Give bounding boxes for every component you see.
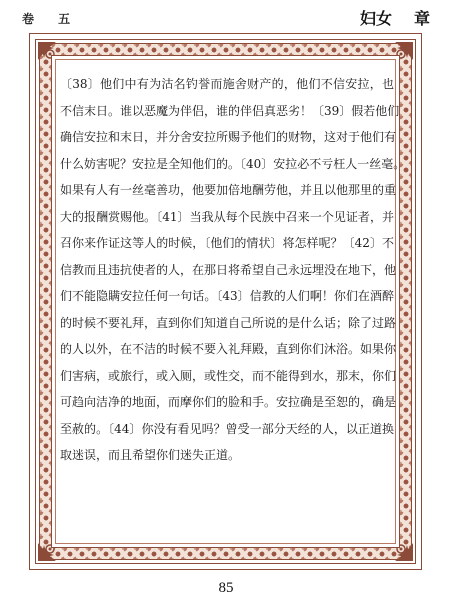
text-line: 们不能隐瞒安拉任何一句话。〔43〕信教的人们啊！你们在酒醉 — [60, 289, 394, 303]
text-line: 们害病，或旅行，或入厕，或性交，而不能得到水，那末，你们 — [60, 368, 397, 383]
text-line: 大的报酬赏赐他。〔41〕当我从每个民族中召来一个见证者，并 — [60, 209, 394, 224]
text-line: 至赦的。〔44〕你没有看见吗？曾受一部分天经的人，以正道换 — [60, 421, 394, 436]
text-line: 信教而且违抗使者的人，在那日将希望自己永远埋没在地下，他 — [60, 262, 397, 277]
chapter-title-suffix: 章 — [413, 9, 430, 28]
text-line: 的人以外，在不洁的时候不要入礼拜殿，直到你们沐浴。如果你 — [60, 342, 397, 356]
scripture-body — [60, 71, 406, 469]
text-line: 取迷误，而且希望你们迷失正道。 — [60, 448, 241, 462]
chapter-title — [360, 6, 430, 29]
text-line: 可趋向洁净的地面，而摩你们的脸和手。安拉确是至恕的，确是 — [60, 395, 397, 409]
running-header — [0, 4, 452, 32]
text-line: 确信安拉和末日，并分舍安拉所赐予他们的财物，这对于他们有 — [60, 130, 397, 144]
text-line: 〔38〕他们中有为沽名钓誉而施舍财产的，他们不信安拉，也 — [60, 77, 394, 91]
text-line: 不信末日。谁以恶魔为伴侣，谁的伴侣真恶劣！〔39〕假若他们 — [60, 103, 400, 118]
text-line: 召你来作证这等人的时候，〔他们的情状〕将怎样呢？〔42〕不 — [60, 236, 394, 250]
volume-label: 卷 五 — [22, 12, 81, 26]
text-line: 如果有人有一丝毫善功，他要加倍地酬劳他，并且以他那里的重 — [60, 183, 397, 197]
chapter-title-word: 妇女 — [359, 9, 392, 28]
text-line: 什么妨害呢？安拉是全知他们的。〔40〕安拉必不亏枉人一丝毫。 — [60, 156, 406, 171]
page-number: 85 — [218, 580, 234, 596]
text-line: 的时候不要礼拜，直到你们知道自己所说的是什么话；除了过路 — [60, 315, 397, 330]
